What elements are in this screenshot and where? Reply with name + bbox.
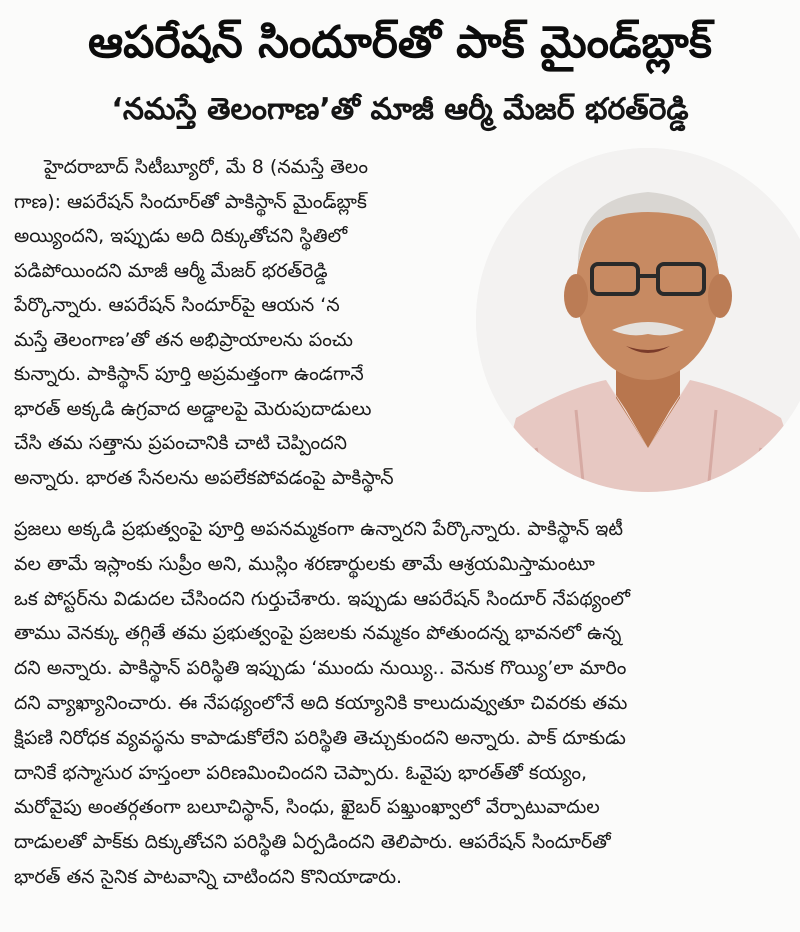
body-line: కున్నారు. పాకిస్థాన్ పూర్తి అప్రమత్తంగా ఉండగానే — [14, 363, 364, 385]
portrait-photo — [476, 148, 800, 492]
body-line: పడిపోయిందని మాజీ ఆర్మీ మేజర్ భరత్‌రెడ్డి — [14, 259, 328, 282]
body-line: ప్రజలు అక్కడి ప్రభుత్వంపై పూర్తి అపనమ్మకంగా ఉన్నారని పేర్కొన్నారు. పాకిస్థాన్ ఇటీ — [14, 518, 623, 540]
body-line: క్షిపణి నిరోధక వ్యవస్థను కాపాడుకోలేని పరిస్థితి తెచ్చుకుందని అన్నారు. పాక్ దూకుడు — [14, 726, 626, 749]
body-line: వల తామే ఇస్లాంకు సుప్రీం అని, ముస్లిం శరణార్థులకు తామే ఆశ్రయమిస్తామంటూ — [14, 552, 595, 575]
body-line: హైదరాబాద్ సిటీబ్యూరో, మే 8 (నమస్తే తెలం — [44, 156, 369, 178]
body-line: భారత్ తన సైనిక పాటవాన్ని చాటిందని కొనియాడారు. — [14, 865, 403, 888]
body-line: దాడులతో పాక్‌కు దిక్కుతోచని పరిస్థితి ఏర్పడిందని తెలిపారు. ఆపరేషన్ సిందూర్‌తో — [14, 831, 611, 854]
subheadline: ‘నమస్తే తెలంగాణ’తో మాజీ ఆర్మీ మేజర్ భరత్‌రెడ్డి — [111, 92, 689, 127]
body-line: దని అన్నారు. పాకిస్థాన్ పరిస్థితి ఇప్పుడు ‘ముందు నుయ్యి.. వెనుక గొయ్యి’లా మారిం — [14, 657, 627, 680]
body-line: మరోవైపు అంతర్గతంగా బలూచిస్థాన్, సింధు, ఖైబర్ పఖ్తుంఖ్వాలో వేర్పాటువాదుల — [14, 796, 600, 819]
wide-column — [14, 512, 790, 895]
body-line: దానికే భస్మాసుర హస్తంలా పరిణమించిందని చెప్పారు. ఓవైపు భారత్‌తో కయ్యం, — [14, 761, 588, 784]
body-line: అన్నారు. భారత సేనలను అపలేకపోవడంపై పాకిస్థాన్ — [14, 466, 394, 489]
body-line: ఒక పోస్టర్‌ను విడుదల చేసిందని గుర్తుచేశారు. ఇప్పుడు ఆపరేషన్ సిందూర్ నేపథ్యంలో — [14, 587, 631, 610]
portrait-image — [476, 148, 800, 492]
body-line: అయ్యిందని, ఇప్పుడు అది దిక్కుతోచని స్థితిలో — [14, 225, 348, 247]
body-line: గాణ): ఆపరేషన్ సిందూర్‌తో పాకిస్థాన్ మైండ్‌బ్లాక్ — [14, 190, 367, 213]
body-line: పేర్కొన్నారు. ఆపరేషన్ సిందూర్‌పై ఆయన ‘న — [14, 294, 340, 316]
headline: ఆపరేషన్ సిందూర్‌తో పాక్ మైండ్‌బ్లాక్ — [88, 17, 712, 68]
body-line: భారత్ అక్కడి ఉగ్రవాద అడ్డాలపై మెరుపుదాడులు — [14, 397, 372, 420]
body-line: దని వ్యాఖ్యానించారు. ఈ నేపథ్యంలోనే అది కయ్యానికి కాలుదువ్వుతూ చివరకు తమ — [14, 691, 628, 714]
body-line: మస్తే తెలంగాణ’తో తన అభిప్రాయాలను పంచు — [14, 328, 353, 351]
body-line: చేసి తమ సత్తాను ప్రపంచానికి చాటి చెప్పిందని — [14, 432, 347, 454]
narrow-column — [14, 150, 484, 495]
body-line: తాము వెనక్కు తగ్గితే తమ ప్రభుత్వంపై ప్రజలకు నమ్మకం పోతుందన్న భావనలో ఉన్న — [14, 622, 622, 645]
